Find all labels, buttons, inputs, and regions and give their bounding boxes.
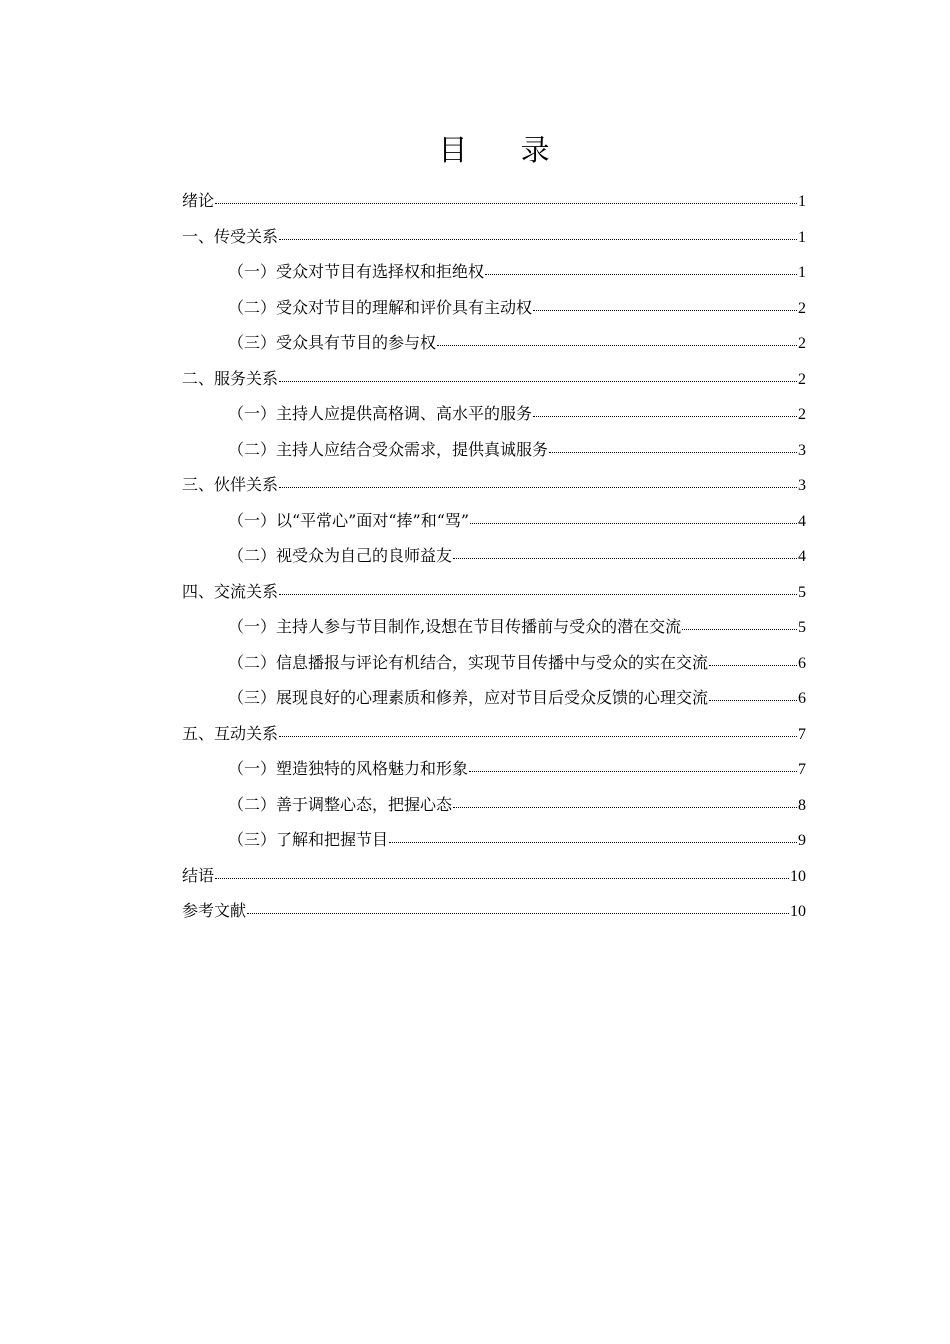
toc-entry-label: （一）塑造独特的风格魅力和形象	[228, 759, 469, 778]
toc-dot-leader	[279, 238, 797, 240]
toc-entry-label: 绪论	[182, 191, 215, 210]
toc-entry-label: 五、互动关系	[182, 723, 279, 743]
toc-page-number: 2	[798, 370, 806, 388]
toc-page-number: 9	[798, 832, 806, 849]
toc-section-entry[interactable]	[182, 822, 806, 858]
toc-dot-leader	[215, 877, 789, 879]
toc-entry-label: 结语	[182, 865, 215, 885]
toc-page-number: 3	[798, 477, 806, 494]
toc-page-number: 8	[798, 796, 806, 814]
toc-page-number: 1	[798, 228, 806, 246]
toc-dot-leader	[682, 628, 797, 630]
toc-page-number: 10	[790, 903, 806, 920]
toc-entry-label: （二）受众对节目的理解和评价具有主动权	[228, 297, 533, 317]
toc-page-number: 7	[798, 761, 806, 778]
toc-page-number: 3	[798, 441, 806, 459]
toc-title: 目 录	[438, 133, 572, 167]
toc-entry-label: （一）主持人参与节目制作,设想在节目传播前与受众的潜在交流	[228, 617, 682, 636]
toc-section-entry[interactable]	[182, 645, 806, 681]
toc-dot-leader	[215, 202, 797, 204]
toc-chapter-entry[interactable]	[182, 574, 806, 610]
toc-entry-label: （二）信息播报与评论有机结合，实现节目传播中与受众的实在交流	[228, 652, 709, 672]
toc-dot-leader	[485, 273, 797, 275]
toc-chapter-entry[interactable]	[182, 467, 806, 503]
toc-chapter-entry[interactable]	[182, 361, 806, 397]
toc-page-number: 4	[798, 548, 806, 565]
toc-entry-label: （三）了解和把握节目	[228, 830, 389, 849]
toc-dot-leader	[279, 593, 797, 595]
toc-dot-leader	[389, 841, 797, 843]
toc-entry-label: 四、交流关系	[182, 581, 279, 601]
toc-page-number: 7	[798, 725, 806, 743]
toc-section-entry[interactable]	[182, 538, 806, 574]
toc-dot-leader	[279, 486, 797, 488]
toc-entry-label: （二）主持人应结合受众需求，提供真诚服务	[228, 439, 549, 459]
toc-section-entry[interactable]	[182, 609, 806, 645]
toc-chapter-entry[interactable]	[182, 219, 806, 255]
toc-page-number: 5	[798, 583, 806, 601]
toc-dot-leader	[247, 912, 789, 914]
toc-section-entry[interactable]	[182, 787, 806, 823]
toc-dot-leader	[709, 699, 797, 701]
toc-section-entry[interactable]	[182, 432, 806, 468]
toc-dot-leader	[453, 557, 797, 559]
toc-page-number: 6	[798, 690, 806, 707]
toc-entry-label: （一）主持人应提供高格调、高水平的服务	[228, 404, 533, 423]
toc-page-number: 1	[798, 193, 806, 210]
toc-page-number: 5	[798, 619, 806, 636]
toc-list	[182, 183, 806, 929]
toc-page-number: 10	[790, 867, 806, 885]
toc-entry-label: 二、服务关系	[182, 368, 279, 388]
toc-section-entry[interactable]	[182, 503, 806, 539]
toc-entry-label: 三、伙伴关系	[182, 475, 279, 494]
toc-dot-leader	[279, 380, 797, 382]
toc-entry-label: （二）善于调整心态，把握心态	[228, 794, 453, 814]
toc-chapter-entry[interactable]	[182, 893, 806, 929]
toc-section-entry[interactable]	[182, 751, 806, 787]
toc-section-entry[interactable]	[182, 254, 806, 290]
toc-page-number: 1	[798, 264, 806, 281]
toc-page-number: 6	[798, 654, 806, 672]
toc-dot-leader	[453, 806, 797, 808]
toc-dot-leader	[533, 309, 797, 311]
toc-chapter-entry[interactable]	[182, 183, 806, 219]
toc-dot-leader	[437, 344, 797, 346]
toc-entry-label: （三）受众具有节目的参与权	[228, 333, 437, 352]
toc-chapter-entry[interactable]	[182, 858, 806, 894]
toc-page-number: 4	[798, 512, 806, 530]
toc-entry-label: （三）展现良好的心理素质和修养，应对节目后受众反馈的心理交流	[228, 688, 709, 707]
toc-entry-label: （一）以“平常心”面对“捧”和“骂”	[228, 510, 470, 530]
toc-dot-leader	[549, 451, 797, 453]
toc-section-entry[interactable]	[182, 680, 806, 716]
toc-section-entry[interactable]	[182, 396, 806, 432]
toc-dot-leader	[279, 735, 797, 737]
toc-section-entry[interactable]	[182, 290, 806, 326]
toc-chapter-entry[interactable]	[182, 716, 806, 752]
toc-section-entry[interactable]	[182, 325, 806, 361]
toc-dot-leader	[469, 770, 797, 772]
toc-dot-leader	[709, 664, 797, 666]
toc-entry-label: （一）受众对节目有选择权和拒绝权	[228, 262, 485, 281]
toc-dot-leader	[533, 415, 797, 417]
toc-page-number: 2	[798, 406, 806, 423]
toc-dot-leader	[470, 522, 797, 524]
toc-entry-label: 参考文献	[182, 901, 247, 920]
toc-page-number: 2	[798, 299, 806, 317]
toc-page-number: 2	[798, 335, 806, 352]
toc-entry-label: （二）视受众为自己的良师益友	[228, 546, 453, 565]
toc-entry-label: 一、传受关系	[182, 226, 279, 246]
